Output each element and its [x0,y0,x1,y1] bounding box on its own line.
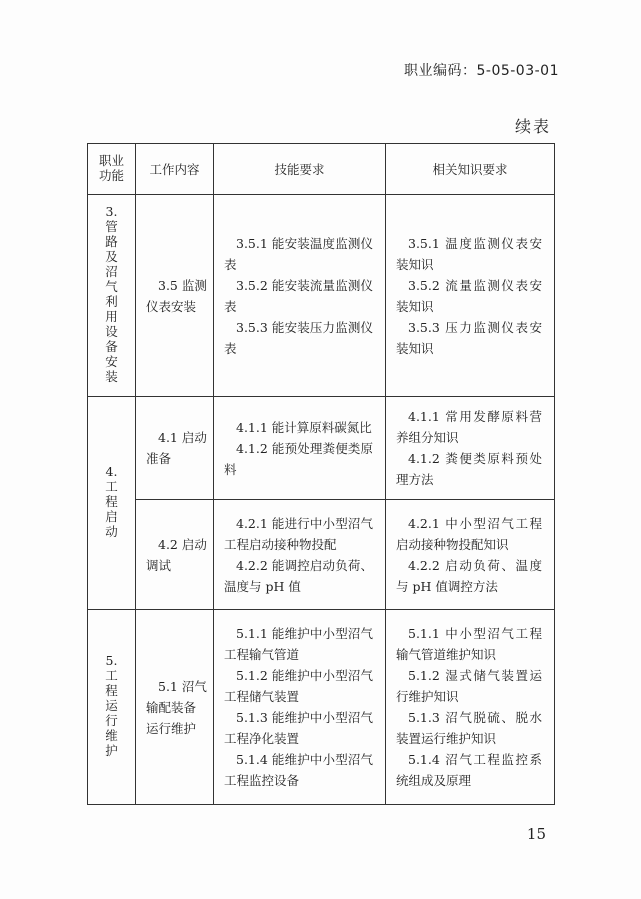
skill-item: 4.1.1 能计算原料碳氮比 [236,419,372,435]
knowledge-item: 5.1.3 沼气脱硫、脱水装置运行维护知识 [396,710,542,746]
header-work: 工作内容 [136,144,214,195]
knowledge-item: 4.1.2 粪便类原料预处理方法 [396,451,542,487]
skill-item: 3.5.1 能安装温度监测仪表 [224,235,373,272]
table-row [88,397,555,500]
work-cell: 5.1 沼气输配装备运行维护 [136,610,214,805]
knowledge-item: 5.1.2 湿式储气装置运行维护知识 [396,668,542,704]
skill-item: 4.2.1 能进行中小型沼气工程启动接种物投配 [224,515,373,552]
knowledge-item: 3.5.1 温度监测仪表安装知识 [396,235,542,272]
work-cell: 4.1 启动准备 [136,397,214,500]
knowledge-item: 5.1.4 沼气工程监控系统组成及原理 [396,752,542,788]
knowledge-item: 4.2.1 中小型沼气工程启动接种物投配知识 [396,515,542,552]
skill-cell [214,397,386,500]
continued-label: 续表 [514,117,551,136]
header-knowledge: 相关知识要求 [386,144,555,195]
skill-cell [214,195,386,397]
page-number: 15 [526,825,546,843]
skill-item: 5.1.3 能维护中小型沼气工程净化装置 [224,710,373,746]
knowledge-item: 3.5.3 压力监测仪表安装知识 [396,319,542,356]
work-cell: 3.5 监测仪表安装 [136,195,214,397]
skill-item: 5.1.1 能维护中小型沼气工程输气管道 [224,626,373,662]
skill-cell [214,610,386,805]
table-row [88,610,555,805]
skill-item: 5.1.4 能维护中小型沼气工程监控设备 [224,752,373,788]
skills-table [87,143,555,805]
knowledge-cell [386,397,555,500]
skill-cell [214,500,386,610]
knowledge-item: 3.5.2 流量监测仪表安装知识 [396,277,542,314]
skill-item: 5.1.2 能维护中小型沼气工程储气装置 [224,668,373,704]
header-skills: 技能要求 [214,144,386,195]
knowledge-cell [386,500,555,610]
table-header-row [88,144,555,195]
occupation-code: 职业编码：5-05-03-01 [403,63,559,79]
skill-item: 4.1.2 能预处理粪便类原料 [224,440,373,477]
table-row [88,500,555,610]
knowledge-item: 5.1.1 中小型沼气工程输气管道维护知识 [396,626,542,662]
skill-item: 4.2.2 能调控启动负荷、温度与 pH 值 [224,557,373,594]
skill-item: 3.5.3 能安装压力监测仪表 [224,319,373,356]
knowledge-cell [386,195,555,397]
header-function: 职业功能 [88,144,136,195]
function-cell: 3. 管路及沼气利用设备安装 [88,195,136,397]
knowledge-item: 4.2.2 启动负荷、温度与 pH 值调控方法 [396,557,542,594]
knowledge-cell [386,610,555,805]
work-cell: 4.2 启动调试 [136,500,214,610]
function-cell: 4. 工程启动 [88,397,136,610]
skill-item: 3.5.2 能安装流量监测仪表 [224,277,373,314]
table-row [88,195,555,397]
knowledge-item: 4.1.1 常用发酵原料营养组分知识 [396,409,542,445]
function-cell: 5. 工程运行维护 [88,610,136,805]
